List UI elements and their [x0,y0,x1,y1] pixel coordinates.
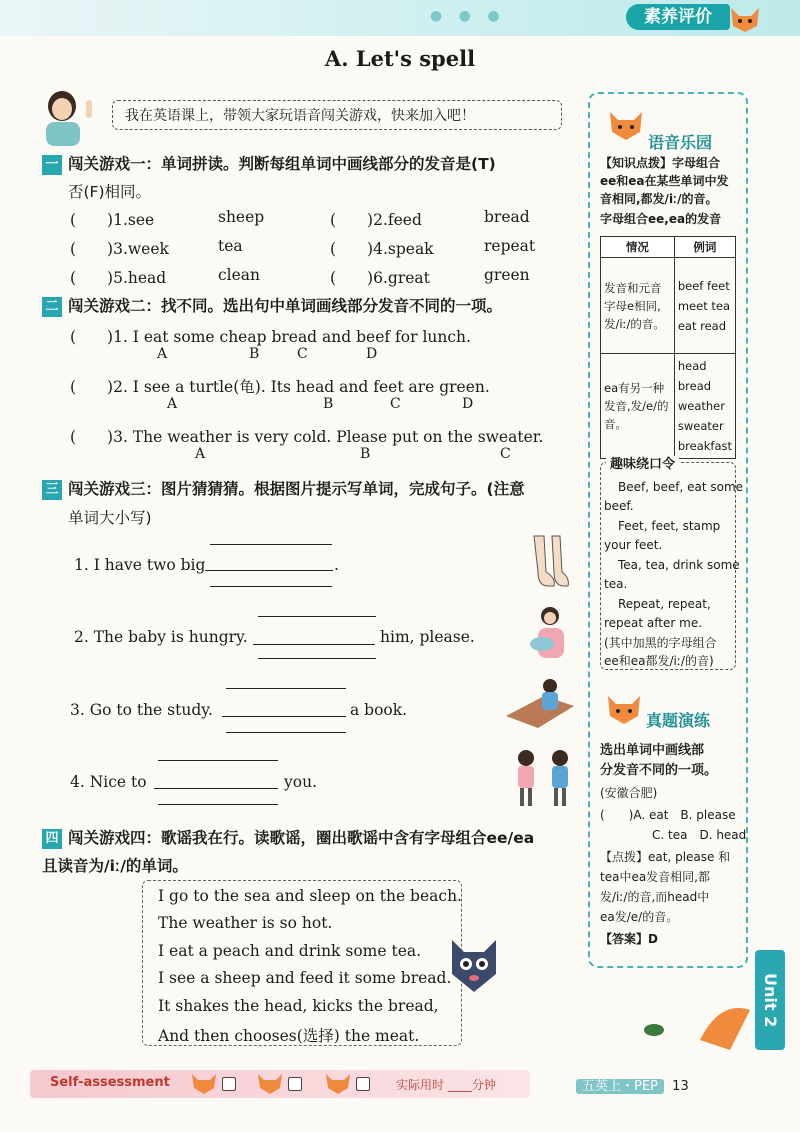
table-row2-words: head bread weather sweater breakfast [674,354,735,459]
section-1-heading-cont: 否(F)相同。 [68,183,152,201]
sidebar-heading-practice: 真题演练 [646,711,711,730]
s2-q1-opt-c: C [297,346,308,362]
s3-blank-3a[interactable] [226,688,346,689]
s3-blank-3c[interactable] [226,732,346,733]
section-number: 四 [42,829,62,849]
fox-face-icon [324,1072,352,1096]
fox-face-icon [256,1072,284,1096]
section-tag: 素养评价 [626,4,730,30]
feet-picture-icon [524,532,570,592]
table-row1-case: 发音和元音字母e相同,发/iː/的音。 [601,258,675,354]
practice-question-cont: C. tea D. head [652,828,747,842]
poem-line-6: And then chooses(选择) the meat. [158,1027,420,1045]
practice-question: ( )A. eat B. please [600,808,736,822]
time-used-label: 实际用时 ____分钟 [396,1078,496,1092]
ee-ea-sound-table [600,236,736,459]
s3-blank-4b[interactable] [154,788,278,789]
section-4-heading: 四 闯关游戏四：歌谣我在行。读歌谣，圈出歌谣中含有字母组合ee/ea [42,826,534,849]
tongue-line-8: repeat after me. [604,616,703,630]
reading-at-desk-icon [504,676,576,728]
fox-face-icon [190,1072,218,1096]
s3-blank-4a[interactable] [158,760,278,761]
answer-line: 【答案】D [600,932,658,946]
s2-q1-opt-d: D [366,346,378,362]
s1-item-3-word2: tea [218,237,243,255]
s2-q2-opt-c: C [390,396,401,412]
section-number: 三 [42,480,62,500]
unit-tab: Unit 2 [755,950,785,1050]
page-title: A. Let's spell [324,46,476,71]
section-number: 二 [42,297,62,317]
s1-item-2: ( )2.feed [330,211,422,229]
running-fox-icon [640,980,760,1060]
poem-line-5: It shakes the head, kicks the bread, [158,997,439,1015]
section-1-heading: 一 闯关游戏一：单词拼读。判断每组单词中画线部分的发音是(T) [42,152,496,175]
s3-blank-1b[interactable] [205,570,333,571]
knowledge-line-2: ee和ea在某些单词中发 [600,174,729,188]
s2-q2-opt-d: D [462,396,474,412]
s3-sentence-2-end: him, please. [380,628,475,646]
section-3-heading-cont: 单词大小写) [68,509,152,527]
teacher-banner: 我在英语课上，带领大家玩语音闯关游戏，快来加入吧！ [112,100,562,130]
cat-icon [444,930,504,1000]
s1-item-2-word2: bread [484,208,530,226]
header-bar [0,0,800,36]
section-4-heading-cont: 且读音为/iː/的单词。 [42,857,188,875]
s3-sentence-3-end: a book. [350,701,408,719]
analysis-line-4: ea发/e/的音。 [600,910,679,924]
s1-item-4: ( )4.speak [330,240,434,258]
s3-blank-1a[interactable] [210,544,332,545]
rating-checkbox-1[interactable] [222,1077,236,1091]
mother-feeding-baby-icon [522,604,572,664]
s1-item-5: ( )5.head [70,269,167,287]
analysis-line-2: tea中ea发音相同,都 [600,870,710,884]
s3-sentence-4-end: you. [284,773,317,791]
tongue-line-6: tea. [604,577,628,591]
practice-line-2: 分发音不同的一项。 [600,763,718,778]
s3-sentence-1-end: . [334,556,339,574]
s3-blank-4c[interactable] [158,804,278,805]
s2-q2-opt-a: A [167,396,178,412]
tongue-twister-title: 趣味绕口令 [606,456,679,474]
decorative-dots: ● ● ● [430,8,506,24]
s3-sentence-2: 2. The baby is hungry. [74,628,248,646]
tongue-line-4: your feet. [604,538,663,552]
fox-icon [725,2,765,34]
knowledge-line-3: 音相同,都发/iː/的音。 [600,192,718,206]
s2-q3-opt-c: C [500,446,511,462]
fox-icon [606,106,646,144]
table-header-case: 情况 [601,237,675,258]
s3-blank-2c[interactable] [258,658,376,659]
rating-checkbox-2[interactable] [288,1077,302,1091]
poem-line-2: The weather is so hot. [158,914,333,932]
analysis-line-3: 发/iː/的音,而head中 [600,890,710,904]
s2-q3-opt-a: A [195,446,206,462]
tongue-line-9: (其中加黑的字母组合 [604,636,717,650]
tongue-line-3: Feet, feet, stamp [618,519,721,533]
practice-line-3: (安徽合肥) [600,786,658,800]
two-children-greeting-icon [508,748,580,810]
s1-item-1: ( )1.see [70,211,155,229]
poem-line-1: I go to the sea and sleep on the beach. [158,887,462,905]
s3-blank-2a[interactable] [258,616,376,617]
table-row1-words: beef feet meet tea eat read [674,258,735,354]
s1-item-1-word2: sheep [218,208,265,226]
s3-sentence-4: 4. Nice to [70,773,147,791]
s2-q2-opt-b: B [323,396,334,412]
s3-blank-1c[interactable] [210,586,332,587]
tongue-line-5: Tea, tea, drink some [618,558,740,572]
rating-checkbox-3[interactable] [356,1077,370,1091]
poem-line-3: I eat a peach and drink some tea. [158,942,422,960]
page-footer [568,1076,697,1098]
practice-line-1: 选出单词中画线部 [600,743,705,758]
s2-question-2: ( )2. I see a turtle(龟). Its head and feet are green. [70,378,490,396]
poem-line-4: I see a sheep and feed it some bread. [158,969,452,987]
fox-icon [604,690,644,728]
s3-blank-2b[interactable] [253,644,375,645]
table-header-example: 例词 [674,237,735,258]
s1-item-6-word2: green [484,266,530,284]
sidebar-heading-phonics: 语音乐园 [648,133,713,152]
s3-sentence-3: 3. Go to the study. [70,701,213,719]
s2-q1-opt-a: A [157,346,168,362]
book-label: 五英上・PEP [576,1079,664,1094]
section-number: 一 [42,155,62,175]
self-assessment-bar [30,1070,530,1098]
tongue-line-7: Repeat, repeat, [618,597,711,611]
section-2-heading: 二 闯关游戏二：找不同。选出句中单词画线部分发音不同的一项。 [42,294,502,317]
s2-question-1: ( )1. I eat some cheap bread and beef for lunch. [70,328,471,346]
analysis-line-1: 【点拨】eat, please 和 [600,850,731,864]
tongue-line-10: ee和ea都发/iː/的音) [604,654,714,668]
page-number: 13 [672,1079,689,1094]
self-assessment-label: Self-assessment [50,1075,170,1090]
s1-item-5-word2: clean [218,266,261,284]
table-row2-case: ea有另一种发音,发/e/的音。 [601,354,675,459]
s1-item-6: ( )6.great [330,269,430,287]
s2-q3-opt-b: B [360,446,371,462]
tongue-line-2: beef. [604,499,634,513]
s1-item-3: ( )3.week [70,240,169,258]
s2-question-3: ( )3. The weather is very cold. Please put on the sweater. [70,428,544,446]
section-3-heading: 三 闯关游戏三：图片猜猜猜。根据图片提示写单词，完成句子。(注意 [42,477,525,500]
teacher-avatar-icon [32,86,102,146]
s3-sentence-1: 1. I have two big [74,556,206,574]
s2-q1-opt-b: B [249,346,260,362]
s3-blank-3b[interactable] [222,716,346,717]
tongue-line-1: Beef, beef, eat some [618,480,744,494]
knowledge-line-4: 字母组合ee,ea的发音 [600,212,722,226]
s1-item-4-word2: repeat [484,237,536,255]
knowledge-line-1: 【知识点拨】字母组合 [600,156,721,170]
